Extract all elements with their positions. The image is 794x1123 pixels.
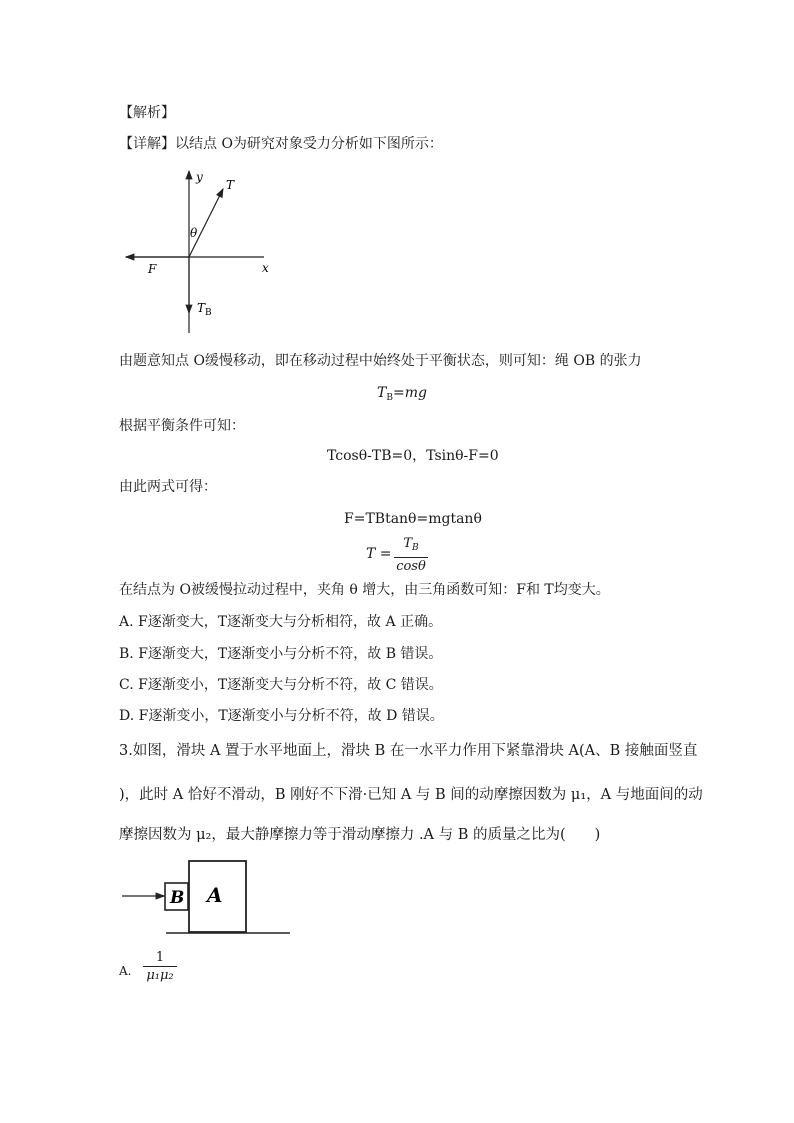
label-y: y bbox=[196, 170, 203, 184]
option-analysis-B: B. F逐渐变大，T逐渐变小与分析不符，故 B 错误。 bbox=[119, 646, 443, 662]
paragraph-2: 根据平衡条件可知： bbox=[119, 418, 245, 434]
option-analysis-D: D. F逐渐变小，T逐渐变小与分析不符，故 D 错误。 bbox=[119, 708, 444, 724]
force-diagram bbox=[118, 165, 288, 335]
equation-3: F=TBtanθ=mgtanθ bbox=[344, 511, 482, 527]
choice-A-label: A. bbox=[119, 964, 132, 978]
detail-paragraph bbox=[119, 135, 443, 153]
force-T-arrow bbox=[189, 189, 223, 257]
label-TB: $T_B$ bbox=[197, 301, 212, 318]
label-x: x bbox=[262, 261, 269, 275]
equation-1: $T_B=mg$ bbox=[377, 385, 427, 403]
paragraph-4: 在结点为 O被缓慢拉动过程中，夹角 θ 增大，由三角函数可知：F和 T均变大。 bbox=[119, 582, 610, 598]
option-analysis-C: C. F逐渐变小，T逐渐变大与分析不符，故 C 错误。 bbox=[119, 677, 443, 693]
equation-4-numerator: $T_B$ bbox=[394, 535, 428, 558]
paragraph-3: 由此两式可得： bbox=[119, 479, 217, 495]
equation-2: Tcosθ-TB=0，Tsinθ-F=0 bbox=[327, 448, 499, 464]
label-T: T bbox=[226, 178, 235, 192]
label-F: F bbox=[148, 262, 157, 276]
choice-A-numerator: 1 bbox=[143, 949, 177, 967]
analysis-heading: 【解析】 bbox=[119, 105, 175, 121]
choice-A-fraction bbox=[143, 949, 177, 985]
label-B: B bbox=[170, 888, 185, 908]
question-3-line-1: 3.如图，滑块 A 置于水平地面上，滑块 B 在一水平力作用下紧靠滑块 A(A、B 接触面竖直 bbox=[119, 743, 698, 759]
question-3-line-3: 摩擦因数为 μ₂，最大静摩擦力等于滑动摩擦力 .A 与 B 的质量之比为( ) bbox=[119, 827, 601, 843]
detail-text: 以结点 O为研究对象受力分析如下图所示： bbox=[175, 136, 443, 152]
paragraph-1: 由题意知点 O缓慢移动，即在移动过程中始终处于平衡状态，则可知：绳 OB 的张力 bbox=[119, 353, 642, 369]
option-analysis-A: A. F逐渐变大，T逐渐变大与分析相符，故 A 正确。 bbox=[119, 614, 443, 630]
equation-4-fraction bbox=[394, 535, 428, 576]
label-theta: θ bbox=[190, 226, 198, 240]
label-A: A bbox=[207, 883, 223, 907]
equation-4-lhs: T = bbox=[366, 546, 392, 562]
blocks-diagram bbox=[118, 858, 298, 938]
question-3-line-2: )，此时 A 恰好不滑动，B 刚好不下滑·已知 A 与 B 间的动摩擦因数为 μ₁，A 与地面间的动 bbox=[119, 787, 703, 803]
equation-4-denominator: cosθ bbox=[396, 559, 426, 574]
detail-label: 【详解】 bbox=[119, 136, 175, 152]
choice-A-denominator: μ₁μ₂ bbox=[146, 968, 174, 983]
